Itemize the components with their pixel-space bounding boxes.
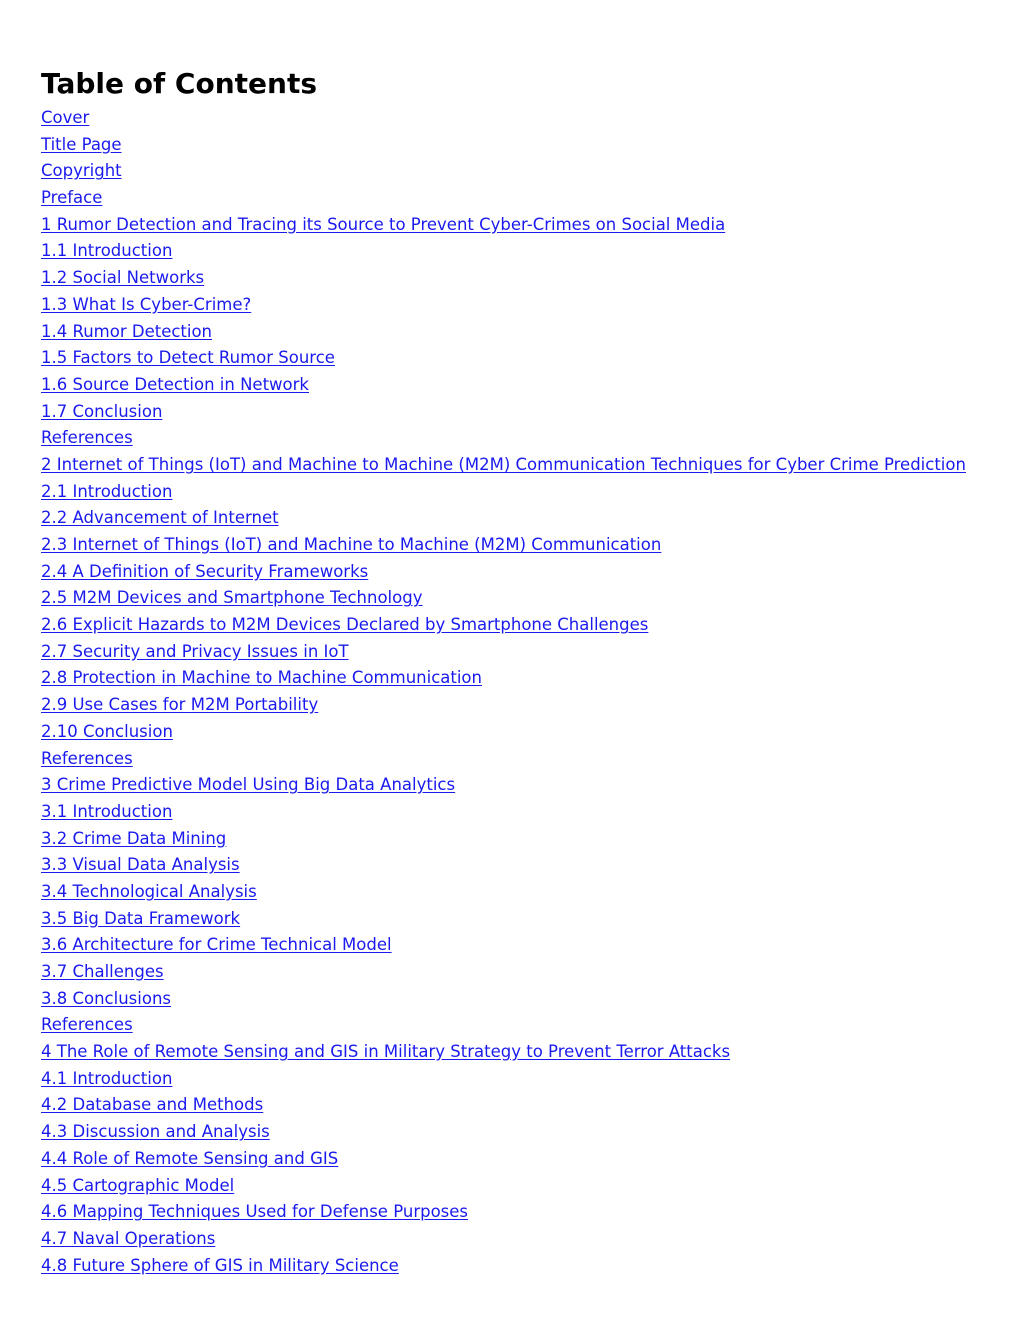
toc-link[interactable]: 1.6 Source Detection in Network <box>41 374 309 394</box>
toc-link[interactable]: 3.4 Technological Analysis <box>41 881 257 901</box>
toc-entry <box>41 907 1001 934</box>
toc-link[interactable]: 1.1 Introduction <box>41 241 173 261</box>
toc-entry <box>41 640 1001 667</box>
toc-link[interactable]: 1.5 Factors to Detect Rumor Source <box>41 348 335 368</box>
toc-link[interactable]: 1.4 Rumor Detection <box>41 321 213 341</box>
toc-entry <box>41 1174 1001 1201</box>
toc-entry <box>41 666 1001 693</box>
toc-entry <box>41 747 1001 774</box>
toc-entry <box>41 1120 1001 1147</box>
toc-link[interactable]: References <box>41 1015 133 1035</box>
toc-link[interactable]: 2.8 Protection in Machine to Machine Communication <box>41 668 482 688</box>
toc-link[interactable]: 2.4 A Definition of Security Frameworks <box>41 561 369 581</box>
toc-link[interactable]: 2.9 Use Cases for M2M Portability <box>41 695 319 715</box>
toc-entry <box>41 773 1001 800</box>
toc-entry <box>41 346 1001 373</box>
toc-entry <box>41 613 1001 640</box>
toc-link[interactable]: 4.5 Cartographic Model <box>41 1175 235 1195</box>
toc-link[interactable]: 3.1 Introduction <box>41 801 173 821</box>
toc-entry <box>41 266 1001 293</box>
toc-link[interactable]: References <box>41 428 133 448</box>
toc-link[interactable]: Cover <box>41 108 90 127</box>
toc-entry <box>41 213 1001 240</box>
toc-entry <box>41 720 1001 747</box>
toc-entry <box>41 586 1001 613</box>
toc-entry <box>41 1040 1001 1067</box>
toc-link[interactable]: 2 Internet of Things (IoT) and Machine to Machine (M2M) Communication Techniques for Cyber Crime Prediction <box>41 454 966 474</box>
toc-list <box>41 106 1001 1280</box>
toc-entry <box>41 933 1001 960</box>
toc-entry <box>41 239 1001 266</box>
toc-entry <box>41 800 1001 827</box>
toc-link[interactable]: 2.1 Introduction <box>41 481 173 501</box>
toc-link[interactable]: 1.3 What Is Cyber-Crime? <box>41 294 252 314</box>
toc-link[interactable]: 1 Rumor Detection and Tracing its Source to Prevent Cyber-Crimes on Social Media <box>41 214 726 234</box>
toc-link[interactable]: 1.2 Social Networks <box>41 268 205 288</box>
toc-link[interactable]: 3.2 Crime Data Mining <box>41 828 227 848</box>
page-title: Table of Contents <box>41 67 318 100</box>
toc-entry <box>41 1067 1001 1094</box>
toc-link[interactable]: 1.7 Conclusion <box>41 401 163 421</box>
toc-entry <box>41 853 1001 880</box>
toc-entry <box>41 453 1001 480</box>
toc-link[interactable]: 2.7 Security and Privacy Issues in IoT <box>41 641 349 661</box>
toc-entry <box>41 506 1001 533</box>
toc-link[interactable]: 4.8 Future Sphere of GIS in Military Science <box>41 1255 399 1275</box>
toc-entry <box>41 1013 1001 1040</box>
toc-link[interactable]: 3 Crime Predictive Model Using Big Data Analytics <box>41 775 456 795</box>
toc-link[interactable]: 4.6 Mapping Techniques Used for Defense Purposes <box>41 1202 469 1222</box>
toc-entry <box>41 186 1001 213</box>
toc-page <box>41 66 1001 1280</box>
toc-link[interactable]: 4.2 Database and Methods <box>41 1095 264 1115</box>
toc-link[interactable]: 2.2 Advancement of Internet <box>41 508 279 528</box>
toc-link[interactable]: References <box>41 748 133 768</box>
toc-entry <box>41 133 1001 160</box>
toc-link[interactable]: 2.6 Explicit Hazards to M2M Devices Declared by Smartphone Challenges <box>41 615 649 635</box>
toc-link[interactable]: 3.8 Conclusions <box>41 988 172 1008</box>
toc-entry <box>41 880 1001 907</box>
toc-entry <box>41 1200 1001 1227</box>
toc-link[interactable]: 3.5 Big Data Framework <box>41 908 241 928</box>
toc-link[interactable]: 3.6 Architecture for Crime Technical Model <box>41 935 392 955</box>
toc-link[interactable]: 2.5 M2M Devices and Smartphone Technology <box>41 588 423 608</box>
toc-entry <box>41 400 1001 427</box>
toc-link[interactable]: 3.3 Visual Data Analysis <box>41 855 240 875</box>
toc-entry <box>41 533 1001 560</box>
toc-entry <box>41 320 1001 347</box>
toc-link[interactable]: 3.7 Challenges <box>41 962 164 981</box>
toc-entry <box>41 159 1001 186</box>
toc-entry <box>41 1093 1001 1120</box>
toc-entry <box>41 560 1001 587</box>
toc-entry <box>41 293 1001 320</box>
toc-link[interactable]: Title Page <box>41 134 122 154</box>
toc-link[interactable]: 4.3 Discussion and Analysis <box>41 1122 270 1142</box>
toc-link[interactable]: 4.1 Introduction <box>41 1068 173 1088</box>
toc-entry <box>41 693 1001 720</box>
toc-link[interactable]: 4.7 Naval Operations <box>41 1228 216 1248</box>
toc-link[interactable]: 4 The Role of Remote Sensing and GIS in Military Strategy to Prevent Terror Attacks <box>41 1042 731 1062</box>
toc-link[interactable]: 4.4 Role of Remote Sensing and GIS <box>41 1148 339 1168</box>
toc-entry <box>41 373 1001 400</box>
toc-link[interactable]: Preface <box>41 188 103 208</box>
toc-entry <box>41 426 1001 453</box>
toc-entry <box>41 1147 1001 1174</box>
toc-link[interactable]: 2.3 Internet of Things (IoT) and Machine to Machine (M2M) Communication <box>41 535 662 554</box>
toc-entry <box>41 827 1001 854</box>
toc-entry <box>41 960 1001 987</box>
toc-entry <box>41 480 1001 507</box>
toc-link[interactable]: Copyright <box>41 161 122 181</box>
toc-entry <box>41 1227 1001 1254</box>
toc-entry <box>41 106 1001 133</box>
toc-link[interactable]: 2.10 Conclusion <box>41 721 173 741</box>
toc-entry <box>41 987 1001 1014</box>
toc-entry <box>41 1254 1001 1281</box>
